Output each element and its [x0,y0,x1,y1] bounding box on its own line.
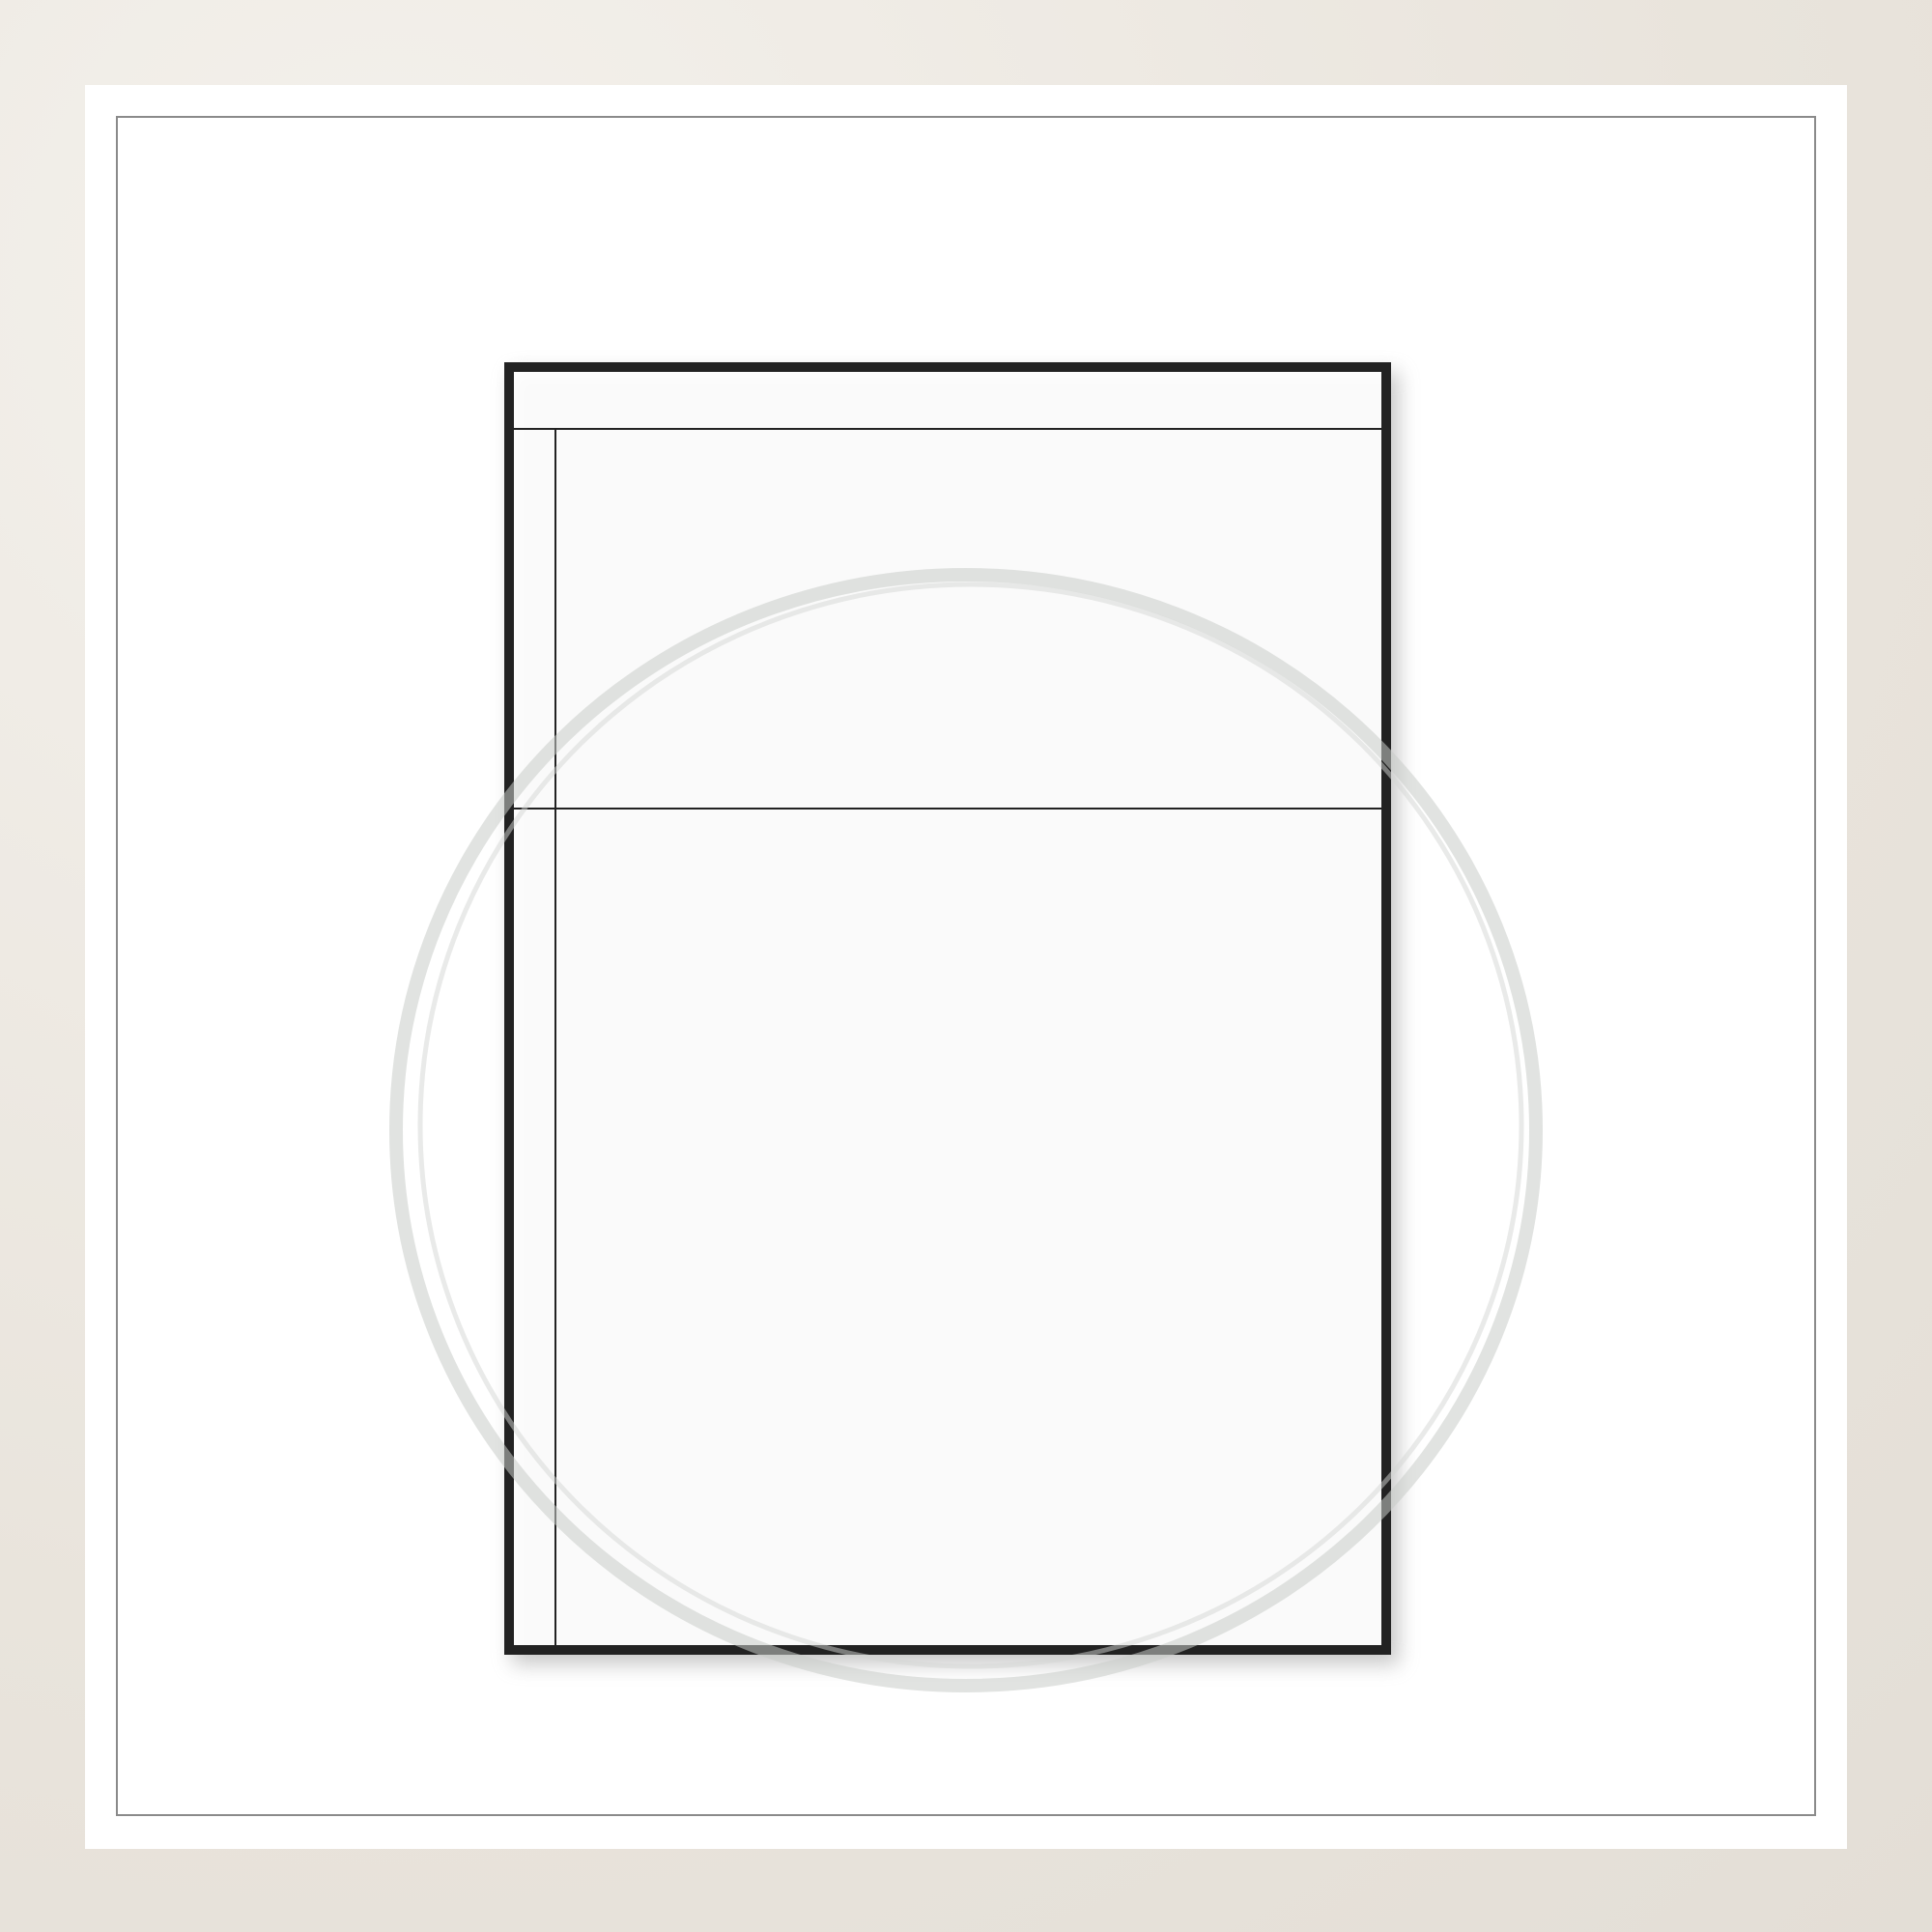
central-side-label [514,810,556,1645]
central-content [556,810,1381,1645]
syfte-row [514,430,1381,810]
syfte-side-label [514,430,556,808]
document-page [504,362,1391,1655]
central-row [514,810,1381,1645]
document-header [514,372,1381,430]
syfte-content [556,430,1381,808]
